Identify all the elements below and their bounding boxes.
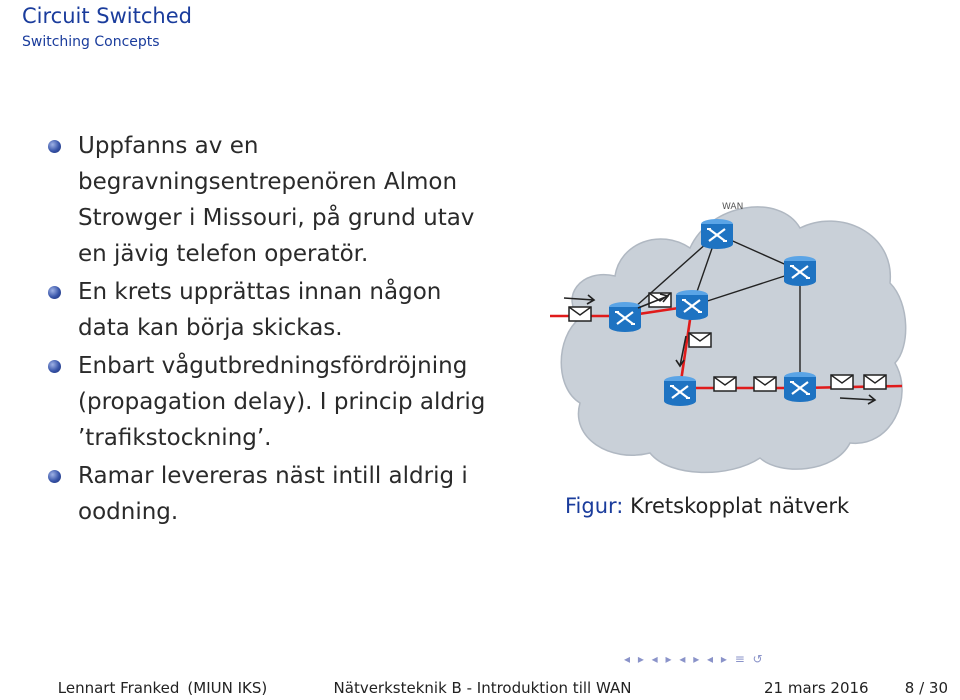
wan-label: WAN — [722, 202, 744, 212]
wan-cloud — [561, 207, 905, 472]
caption-prefix: Figur: — [565, 494, 624, 518]
figure-caption — [565, 494, 849, 518]
bullet-text: Ramar levereras näst intill aldrig i oodning. — [78, 463, 468, 525]
envelope-icon — [689, 333, 711, 347]
envelope-icon — [754, 377, 776, 391]
slide-title: Circuit Switched — [22, 4, 192, 28]
router-icon — [676, 290, 708, 320]
router-icon — [609, 302, 641, 332]
footer — [0, 675, 960, 700]
caption-text: Kretskopplat nätverk — [630, 494, 850, 518]
bullet-list — [46, 128, 486, 532]
footer-course-cell — [325, 675, 640, 700]
bullet-icon — [48, 360, 61, 373]
bullet-text: En krets upprättas innan någon data kan börja skickas. — [78, 279, 442, 341]
envelope-icon — [714, 377, 736, 391]
router-icon — [664, 376, 696, 406]
bullet-icon — [48, 140, 61, 153]
bullet-text: Enbart vågutbredningsfördröjning (propagation delay). I princip aldrig ’trafikstockning’. — [78, 353, 486, 451]
beamer-navigation[interactable]: ◂ ▸ ◂ ▸ ◂ ▸ ◂ ▸ ≡ ↺ — [624, 652, 765, 666]
envelope-icon — [569, 307, 591, 321]
footer-institute: (MIUN IKS) — [187, 678, 268, 697]
router-icon — [701, 219, 733, 249]
envelope-icon — [864, 375, 886, 389]
footer-author-cell — [0, 675, 325, 700]
footer-date-cell — [640, 675, 960, 700]
footer-page: 8 / 30 — [904, 678, 948, 697]
envelope-icon — [831, 375, 853, 389]
bullet-icon — [48, 470, 61, 483]
bullet-item — [46, 128, 486, 272]
footer-date: 21 mars 2016 — [764, 678, 869, 697]
circuit-network-figure — [550, 188, 910, 478]
bullet-item — [46, 348, 486, 456]
bullet-text: Uppfanns av en begravningsentrepenören Almon Strowger i Missouri, på grund utav en jävig telefon operatör. — [78, 133, 475, 267]
bullet-item — [46, 274, 486, 346]
router-icon — [784, 372, 816, 402]
footer-author: Lennart Franked — [57, 678, 180, 697]
slide-subtitle: Switching Concepts — [22, 34, 160, 50]
footer-course: Nätverksteknik B - Introduktion till WAN — [333, 678, 632, 697]
network-diagram — [550, 188, 910, 478]
bullet-icon — [48, 286, 61, 299]
router-icon — [784, 256, 816, 286]
bullet-item — [46, 458, 486, 530]
